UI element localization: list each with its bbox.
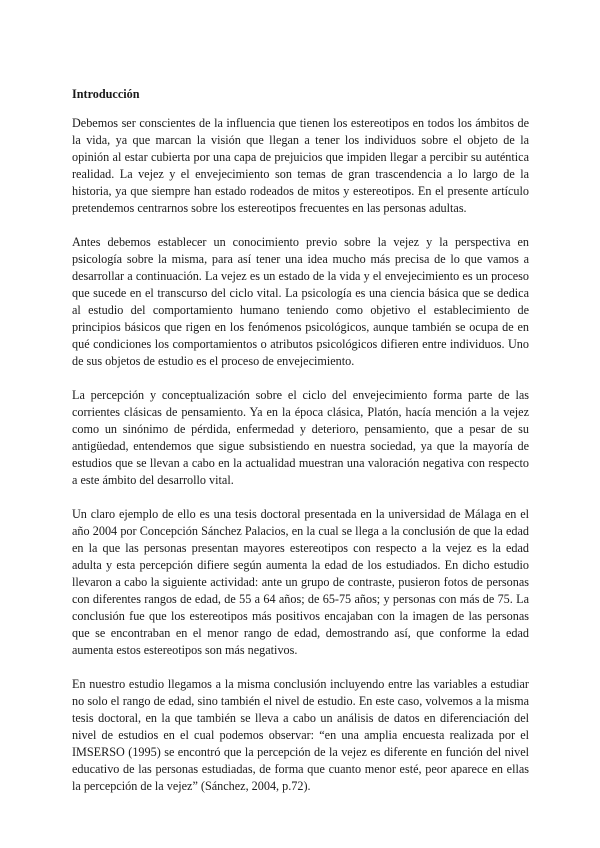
section-heading: Introducción: [72, 87, 140, 101]
paragraph-2: Antes debemos establecer un conocimiento previo sobre la vejez y la perspectiva en psicología sobre la misma, para así tener una idea mucho más precisa de lo que vamos a desarrollar a continuación. La vejez es un estado de la vida y el envejecimiento es un proceso que sucede en el transcurso del ciclo vital. La psicología es una ciencia básica que se dedica al estudio del comportamiento humano teniendo como objetivo el establecimiento de principios básicos que rigen en los fenómenos psicológicos, aunque también se ocupa de en qué condiciones los comportamientos o atributos psicológicos difieren entre individuos. Uno de sus objetos de estudio es el proceso de envejecimiento.: [72, 235, 529, 368]
paragraph-3: La percepción y conceptualización sobre el ciclo del envejecimiento forma parte de las corrientes clásicas de pensamiento. Ya en la época clásica, Platón, hacía mención a la vejez como un sinónimo de pérdida, enfermedad y deterioro, pensamiento, que a pesar de su antigüedad, entendemos que sigue subsistiendo en nuestra sociedad, ya que la mayoría de estudios que se llevan a cabo en la actualidad muestran una valoración negativa con respecto a este ámbito del desarrollo vital.: [72, 388, 529, 487]
paragraph-5: En nuestro estudio llegamos a la misma conclusión incluyendo entre las variables a estudiar no solo el rango de edad, sino también el nivel de estudio. En este caso, volvemos a la misma tesis doctoral, en la que también se lleva a cabo un análisis de datos en diferenciación del nivel de estudios en el cual podemos observar: “en una amplia encuesta realizada por el IMSERSO (1995) se encontró que la percepción de la vejez es diferente en función del nivel educativo de las personas estudiadas, de forma que cuanto menor esté, peor aparece en ellas la percepción de la vejez” (Sánchez, 2004, p.72).: [72, 677, 529, 793]
paragraph-1: Debemos ser conscientes de la influencia que tienen los estereotipos en todos los ámbitos de la vida, ya que marcan la visión que llegan a tener los individuos sobre el objeto de la opinión al estar cubierta por una capa de prejuicios que impiden llegar a percibir su auténtica realidad. La vejez y el envejecimiento son temas de gran trascendencia a lo largo de la historia, ya que siempre han estado rodeados de mitos y estereotipos. En el presente artículo pretendemos centrarnos sobre los estereotipos frecuentes en las personas adultas.: [72, 116, 529, 215]
paragraph-4: Un claro ejemplo de ello es una tesis doctoral presentada en la universidad de Málaga en el año 2004 por Concepción Sánchez Palacios, en la cual se llega a la conclusión de que la edad en la que las personas presentan mayores estereotipos con respecto a la vejez es la edad adulta y esta percepción difiere según aumenta la edad de los estudiados. En dicho estudio llevaron a cabo la siguiente actividad: ante un grupo de contraste, pusieron fotos de personas con diferentes rangos de edad, de 55 a 64 años; de 65-75 años; y personas con más de 75. La conclusión fue que los estereotipos más positivos encajaban con la imagen de las personas que se encontraban en el menor rango de edad, demostrando así, que conforme la edad aumenta estos estereotipos son más negativos.: [72, 507, 529, 657]
